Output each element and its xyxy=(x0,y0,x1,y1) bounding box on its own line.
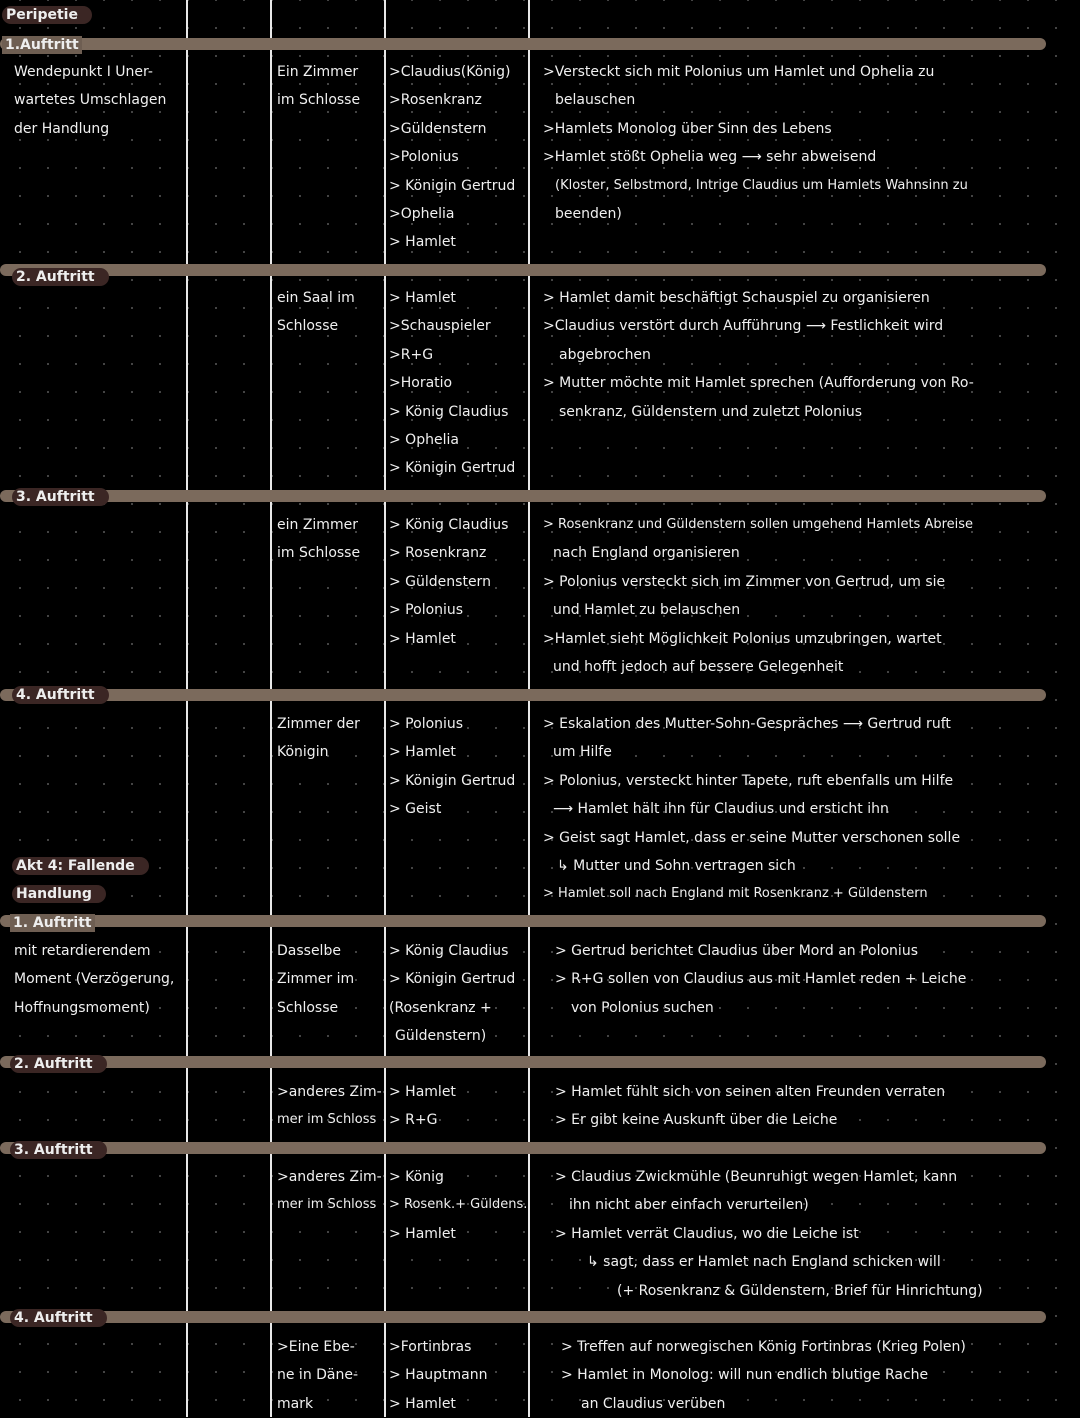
character-list: > Hamlet > R+G xyxy=(389,1084,456,1129)
section-band xyxy=(0,490,1046,502)
column-divider-3 xyxy=(384,0,386,1417)
character-list: > König > Rosenk.+ Güldens. > Hamlet xyxy=(389,1169,528,1242)
event-list: > Claudius Zwickmühle (Beunruhigt wegen Hamlet, kann ihn nicht aber einfach verurteilen) > Hamlet verrät Claudius, wo die Leiche ist ↳ sagt, dass er Hamlet nach England schicken will (+ Rosenkranz & Güldenstern, Brief für Hinrichtung) xyxy=(555,1169,983,1299)
section-label: 1. Auftritt xyxy=(10,914,95,932)
act-heading: Handlung xyxy=(12,885,106,903)
scene-place: ein Saal im Schlosse xyxy=(277,290,355,335)
section-label: 3. Auftritt xyxy=(10,1141,107,1159)
character-list: > König Claudius > Rosenkranz > Güldenstern > Polonius > Hamlet xyxy=(389,517,509,647)
section-band xyxy=(0,38,1046,50)
section-band xyxy=(0,1142,1046,1154)
scene-place: >Eine Ebe- ne in Däne- mark xyxy=(277,1339,359,1412)
scene-place: >anderes Zim- mer im Schloss xyxy=(277,1084,382,1128)
character-list: > Polonius > Hamlet > Königin Gertrud > Geist xyxy=(389,716,516,818)
section-band xyxy=(0,689,1046,701)
section-band xyxy=(0,915,1046,927)
character-list: > Hamlet >Schauspieler >R+G >Horatio > König Claudius > Ophelia > Königin Gertrud xyxy=(389,290,516,477)
section-label: 1.Auftritt xyxy=(2,36,82,54)
character-list: >Fortinbras > Hauptmann > Hamlet xyxy=(389,1339,488,1412)
event-list: > Treffen auf norwegischen König Fortinbras (Krieg Polen) > Hamlet in Monolog: will nun endlich blutige Rache an Claudius verüben xyxy=(561,1339,966,1412)
section-label: 2. Auftritt xyxy=(10,1055,107,1073)
event-list: >Versteckt sich mit Polonius um Hamlet und Ophelia zu belauschen >Hamlets Monolog über Sinn des Lebens >Hamlet stößt Ophelia weg ⟶ sehr abweisend (Kloster, Selbstmord, Intrige Claudius um Hamlets Wahnsinn zu beenden) xyxy=(543,64,968,223)
scene-place: >anderes Zim- mer im Schloss xyxy=(277,1169,382,1213)
section-label: 3. Auftritt xyxy=(12,488,109,506)
section-label: 4. Auftritt xyxy=(12,686,109,704)
event-list: > Eskalation des Mutter-Sohn-Gespräches ⟶ Gertrud ruft um Hilfe > Polonius, versteckt hinter Tapete, ruft ebenfalls um Hilfe ⟶ Hamlet hält ihn für Claudius und ersticht ihn > Geist sagt Hamlet, dass er seine Mutter verschonen solle ↳ Mutter und Sohn vertragen sich > Hamlet soll nach England mit Rosenkranz + Güldenstern xyxy=(543,716,961,902)
section-band xyxy=(0,1056,1046,1068)
event-list: > Hamlet damit beschäftigt Schauspiel zu organisieren >Claudius verstört durch Aufführung ⟶ Festlichkeit wird abgebrochen > Mutter möchte mit Hamlet sprechen (Aufforderung von Ro- senkranz, Güldenstern und zuletzt Polonius xyxy=(543,290,974,420)
event-list: > Rosenkranz und Güldenstern sollen umgehend Hamlets Abreise nach England organisieren > Polonius versteckt sich im Zimmer von Gertrud, um sie und Hamlet zu belauschen >Hamlet sieht Möglichkeit Polonius umzubringen, wartet und hofft jedoch auf bessere Gelegenheit xyxy=(543,517,974,676)
event-list: > Hamlet fühlt sich von seinen alten Freunden verraten > Er gibt keine Auskunft über die Leiche xyxy=(555,1084,946,1129)
character-list: >Claudius(König) >Rosenkranz >Güldenstern >Polonius > Königin Gertrud >Ophelia > Hamlet xyxy=(389,64,516,251)
scene-place: Ein Zimmer im Schlosse xyxy=(277,64,361,109)
event-list: > Gertrud berichtet Claudius über Mord an Polonius > R+G sollen von Claudius aus mit Hamlet reden + Leiche von Polonius suchen xyxy=(555,943,967,1016)
section-label: 4. Auftritt xyxy=(10,1309,107,1327)
section-band xyxy=(0,264,1046,276)
scene-place: Zimmer der Königin xyxy=(277,716,360,761)
page-title: Peripetie xyxy=(2,6,92,24)
section-description: Wendepunkt I Uner- wartetes Umschlagen der Handlung xyxy=(14,64,167,137)
scene-place: ein Zimmer im Schlosse xyxy=(277,517,361,562)
scene-place: Dasselbe Zimmer im Schlosse xyxy=(277,943,355,1016)
column-divider-1 xyxy=(186,0,188,1417)
character-list: > König Claudius > Königin Gertrud (Rosenkranz + Güldenstern) xyxy=(389,943,516,1045)
column-divider-2 xyxy=(270,0,272,1417)
section-band xyxy=(0,1311,1046,1323)
section-label: 2. Auftritt xyxy=(12,268,109,286)
section-description: mit retardierendem Moment (Verzögerung, Hoffnungsmoment) xyxy=(14,943,175,1016)
act-heading: Akt 4: Fallende xyxy=(12,857,149,875)
